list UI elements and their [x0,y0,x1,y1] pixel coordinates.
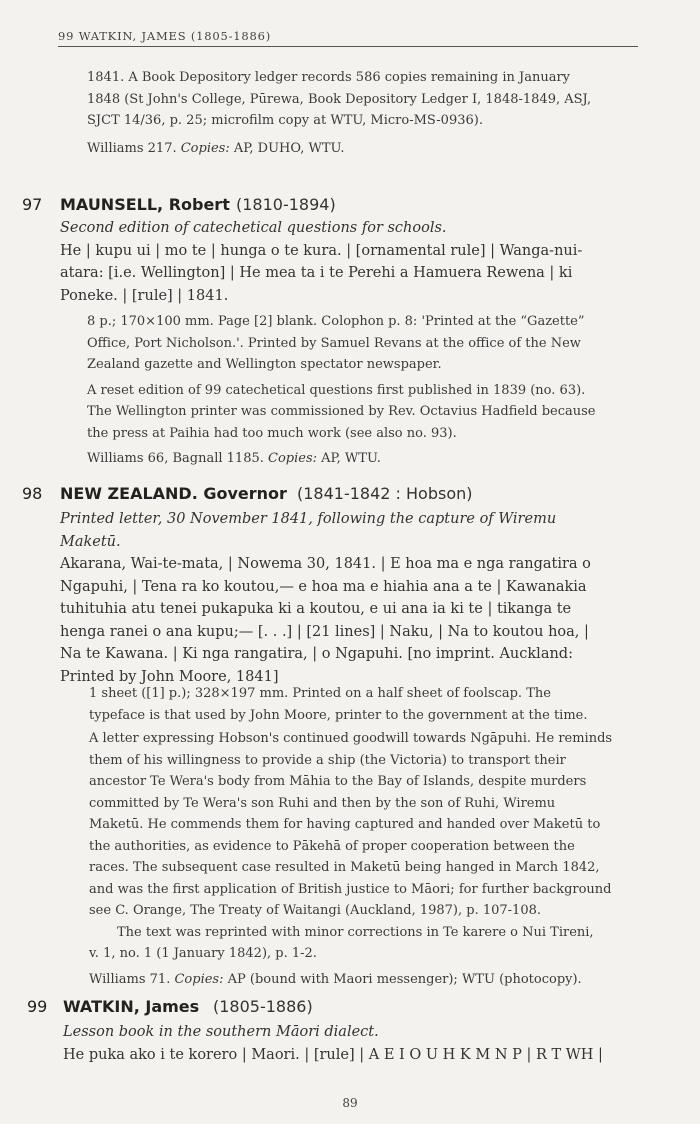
entry-author: MAUNSELL, Robert [60,195,230,214]
entry-title: Second edition of catechetical questions for schools. [60,220,447,236]
transcription-line-1: He | kupu ui | mo te | hunga o te kura. | [ornamental rule] | Wanga-nui- [60,242,583,259]
entry-97-refs [87,448,647,470]
description-2-line-6: the authorities, as evidence to Pākehā of proper cooperation between the [89,838,575,854]
entry-96-line-2: 1848 (St John's College, Pūrewa, Book Depository Ledger I, 1848-1849, ASJ, [87,91,592,107]
page-number: 89 [342,1096,358,1110]
transcription-line-4: henga ranei o ana kupu;— [. . .] | [21 lines] | Naku, | Na to koutou hoa, | [60,623,589,640]
refs-text: Williams 66, Bagnall 1185. [87,451,264,466]
description-1-line-2: Office, Port Nicholson.'. Printed by Samuel Revans at the office of the New [87,335,581,351]
description-2-line-1: A letter expressing Hobson's continued goodwill towards Ngāpuhi. He reminds [89,731,613,746]
transcription-line-3: tuhituhia atu tenei pukapuka ki a koutou, e ui ana ia ki te | tikanga te [60,601,572,617]
entry-96-line-3: SJCT 14/36, p. 25; microfilm copy at WTU, Micro-MS-0936). [87,113,483,128]
entry-96-line-1: 1841. A Book Depository ledger records 586 copies remaining in January [87,70,571,85]
entry-dates: (1841-1842 : Hobson) [297,484,473,503]
entry-dates: (1810-1894) [236,195,336,214]
entry-96-refs [87,138,647,160]
description-1-line-2: typeface is that used by John Moore, printer to the government at the time. [89,707,588,723]
copies-text: AP, WTU. [321,451,381,466]
transcription-line-1: He puka ako i te korero | Maori. | [rule] | A E I O U H K M N P | R T WH | [63,1046,603,1063]
entry-98-refs [89,969,649,991]
entry-title: Lesson book in the southern Māori dialect. [63,1024,379,1040]
description-1-line-1: 8 p.; 170×100 mm. Page [2] blank. Colophon p. 8: 'Printed at the “Gazette” [87,314,585,329]
copies-label: Copies: [268,451,318,466]
description-2-line-2: The Wellington printer was commissioned by Rev. Octavius Hadfield because [87,404,596,419]
description-1-line-3: Zealand gazette and Wellington spectator newspaper. [87,357,442,372]
transcription-line-6: Printed by John Moore, 1841] [60,668,279,685]
description-1-line-1: 1 sheet ([1] p.); 328×197 mm. Printed on a half sheet of foolscap. The [89,686,551,701]
entry-number: 97 [22,195,43,214]
description-2-line-9: see C. Orange, The Treaty of Waitangi (Auckland, 1987), p. 107-108. [89,903,541,918]
description-2-line-5: Maketū. He commends them for having captured and handed over Maketū to [89,817,601,832]
description-2-line-8: and was the first application of British justice to Māori; for further background [89,881,612,897]
running-head: 99 WATKIN, JAMES (1805-1886) [58,29,638,47]
entry-99-heading [0,997,700,1019]
entry-98-heading [0,484,700,506]
copies-text: AP (bound with Maori messenger); WTU (photocopy). [227,971,582,987]
transcription-line-1: Akarana, Wai-te-mata, | Nowema 30, 1841. | E hoa ma e nga rangatira o [60,556,591,572]
description-3-line-1: The text was reprinted with minor corrections in Te karere o Nui Tireni, [117,924,594,940]
transcription-line-2: Ngapuhi, | Tena ra ko koutou,— e hoa ma e hiahia ana a te | Kawanakia [60,578,587,595]
entry-97-heading [0,195,700,217]
transcription-line-2: atara: [i.e. Wellington] | He mea ta i te Perehi a Hamuera Rewena | ki [60,265,573,281]
entry-author: WATKIN, James [63,997,200,1016]
entry-title-line-2: Maketū. [60,533,121,550]
entry-number: 99 [27,997,48,1016]
entry-number: 98 [22,484,43,503]
transcription-line-3: Poneke. | [rule] | 1841. [60,287,229,304]
description-2-line-4: committed by Te Wera's son Ruhi and then by the son of Ruhi, Wiremu [89,795,556,811]
description-2-line-3: ancestor Te Wera's body from Māhia to the Bay of Islands, despite murders [89,774,587,789]
description-2-line-7: races. The subsequent case resulted in Maketū being hanged in March 1842, [89,860,600,875]
entry-title-line-1: Printed letter, 30 November 1841, following the capture of Wiremu [60,511,557,527]
transcription-line-5: Na te Kawana. | Ki nga rangatira, | o Ngapuhi. [no imprint. Auckland: [60,646,573,662]
description-3-line-2: v. 1, no. 1 (1 January 1842), p. 1-2. [89,946,317,961]
description-2-line-2: them of his willingness to provide a ship (the Victoria) to transport their [89,752,566,768]
entry-author: NEW ZEALAND. Governor [60,484,287,503]
entry-dates: (1805-1886) [213,997,313,1016]
description-2-line-3: the press at Paihia had too much work (see also no. 93). [87,425,457,441]
copies-label: Copies: [180,140,230,156]
copies-label: Copies: [174,971,224,987]
refs-text: Williams 217. [87,140,177,156]
description-2-line-1: A reset edition of 99 catechetical questions first published in 1839 (no. 63). [87,382,586,398]
copies-text: AP, DUHO, WTU. [233,140,345,156]
refs-text: Williams 71. [89,971,171,987]
